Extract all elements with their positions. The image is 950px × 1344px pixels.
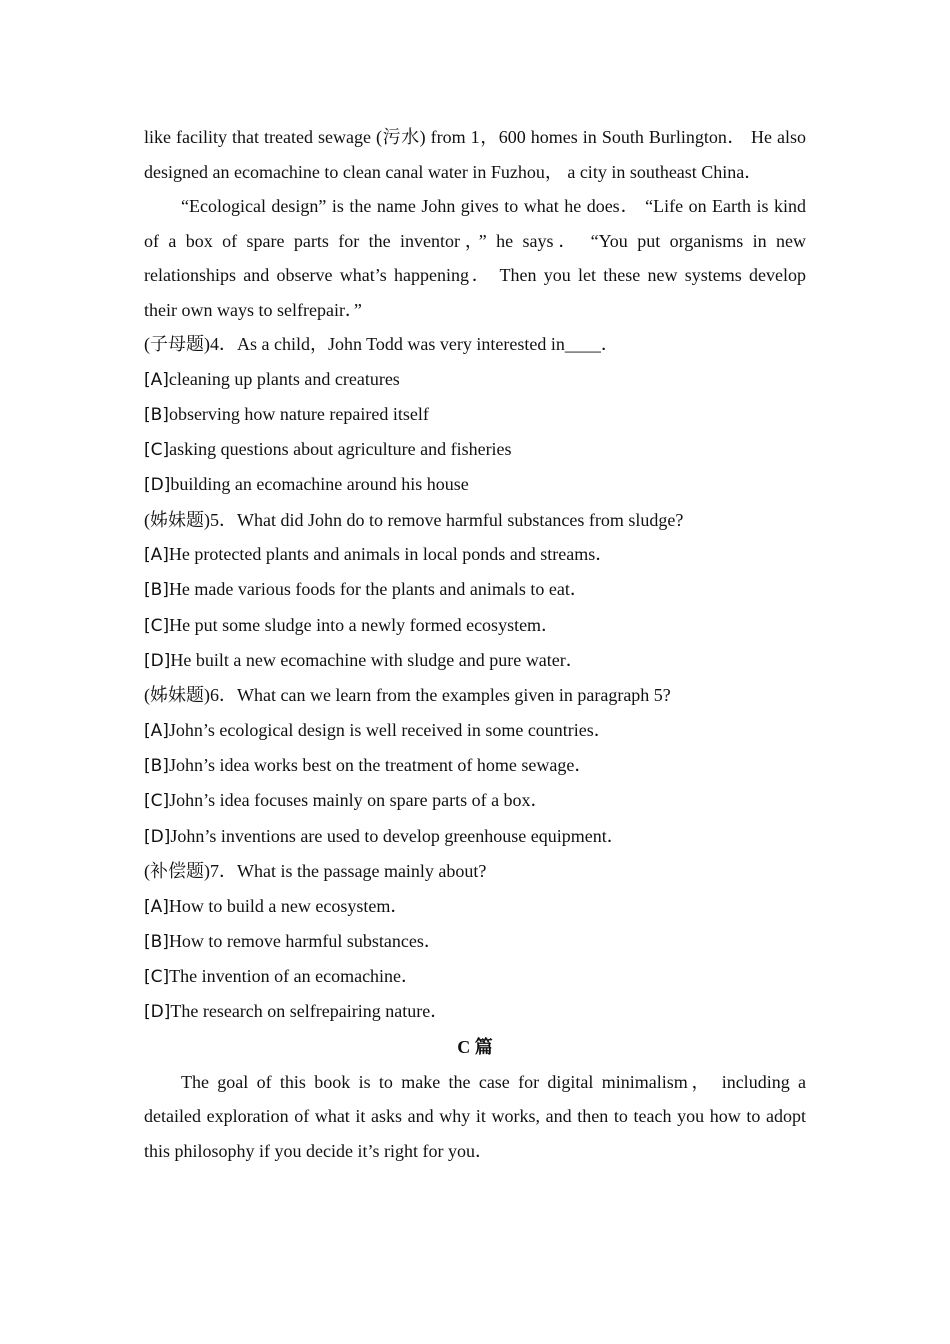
question-6 <box>144 678 806 854</box>
option-text: asking questions about agriculture and fisheries <box>169 439 512 460</box>
option-text: John’s idea focuses mainly on spare parts of a box． <box>169 790 549 811</box>
option-d[interactable] <box>144 819 806 854</box>
option-letter: [C] <box>144 967 170 988</box>
option-c[interactable] <box>144 432 806 467</box>
section-c-title: C 篇 <box>457 1036 493 1057</box>
option-text: observing how nature repaired itself <box>168 403 429 424</box>
option-text: He protected plants and animals in local ponds and streams． <box>168 544 614 565</box>
option-b[interactable] <box>144 748 806 783</box>
option-letter: [B] <box>144 931 169 952</box>
option-text: John’s ecological design is well received in some countries． <box>168 719 612 740</box>
document-page <box>144 120 806 1168</box>
option-letter: [C] <box>144 440 170 461</box>
option-text: How to build a new ecosystem． <box>168 895 409 916</box>
option-letter: [B] <box>144 756 169 777</box>
section-c-paragraph-1: The goal of this book is to make the case for digital minimalism， including a detailed exploration of what it asks and why it works, and then to teach you how to adopt this philosophy if you decide it’s right for you． <box>144 1071 806 1161</box>
option-text: He made various foods for the plants and animals to eat． <box>168 579 588 600</box>
option-letter: [A] <box>144 720 169 741</box>
option-a[interactable] <box>144 537 806 572</box>
option-text: He built a new ecomachine with sludge and pure water． <box>170 650 584 671</box>
option-text: cleaning up plants and creatures <box>168 368 400 389</box>
question-7 <box>144 854 806 1030</box>
option-text: John’s idea works best on the treatment of home sewage． <box>168 755 593 776</box>
option-letter: [C] <box>144 791 170 812</box>
question-stem: (姊妹题)6．What can we learn from the examples given in paragraph 5? <box>144 685 671 706</box>
option-text: The invention of an ecomachine． <box>169 966 420 987</box>
option-c[interactable] <box>144 959 806 994</box>
question-stem: (姊妹题)5．What did John do to remove harmful substances from sludge? <box>144 509 684 530</box>
option-b[interactable] <box>144 572 806 607</box>
option-text: building an ecomachine around his house <box>170 474 469 495</box>
option-c[interactable] <box>144 608 806 643</box>
option-letter: [C] <box>144 615 170 636</box>
option-a[interactable] <box>144 362 806 397</box>
question-4 <box>144 327 806 503</box>
option-letter: [A] <box>144 545 169 566</box>
option-d[interactable] <box>144 994 806 1029</box>
option-b[interactable] <box>144 397 806 432</box>
option-d[interactable] <box>144 467 806 502</box>
option-a[interactable] <box>144 889 806 924</box>
option-text: He put some sludge into a newly formed ecosystem． <box>169 614 560 635</box>
passage-b-paragraph-1: like facility that treated sewage (污水) from 1，600 homes in South Burlington． He also designed an ecomachine to clean canal water in Fuzhou， a city in southeast China． <box>144 127 806 182</box>
option-d[interactable] <box>144 643 806 678</box>
question-stem: (子母题)4．As a child，John Todd was very interested in____． <box>144 334 619 354</box>
option-text: The research on selfrepairing nature． <box>170 1001 449 1022</box>
option-letter: [D] <box>144 651 171 672</box>
option-text: How to remove harmful substances． <box>168 930 442 951</box>
option-c[interactable] <box>144 783 806 818</box>
option-letter: [D] <box>144 826 171 847</box>
question-5 <box>144 503 806 679</box>
option-letter: [D] <box>144 1002 171 1023</box>
option-letter: [B] <box>144 404 169 425</box>
option-text: John’s inventions are used to develop greenhouse equipment． <box>170 825 625 846</box>
option-letter: [A] <box>144 369 169 390</box>
option-b[interactable] <box>144 924 806 959</box>
option-letter: [A] <box>144 896 169 917</box>
option-letter: [B] <box>144 580 169 601</box>
option-letter: [D] <box>144 475 171 496</box>
passage-b-paragraph-2: “Ecological design” is the name John gives to what he does． “Life on Earth is kind of a box of spare parts for the inventor，” he says． “You put organisms in new relationships and observe what’s happening． Then you let these new systems develop their own ways to selfrepair．” <box>144 196 806 320</box>
option-a[interactable] <box>144 713 806 748</box>
question-stem: (补偿题)7．What is the passage mainly about? <box>144 861 487 882</box>
